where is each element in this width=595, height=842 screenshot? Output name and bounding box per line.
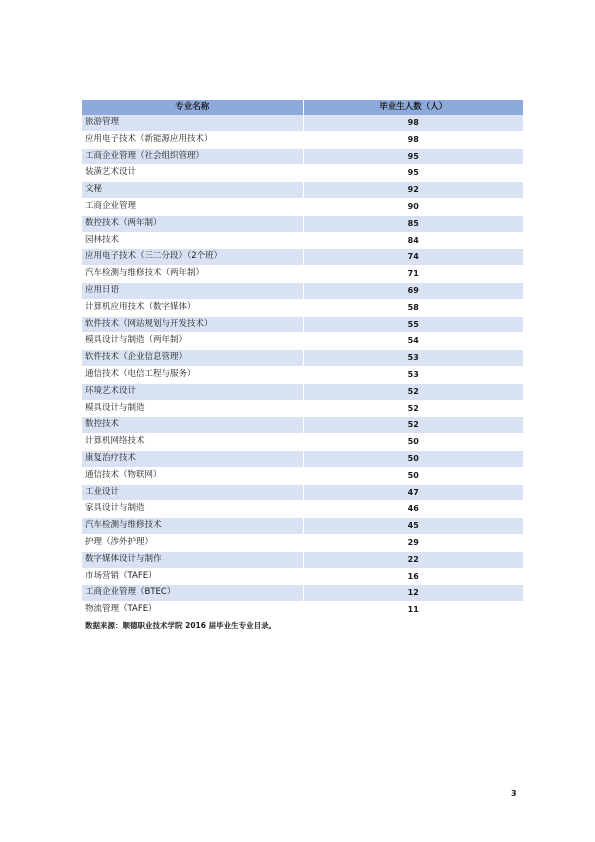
major-name-cell: 软件技术（企业信息管理） bbox=[82, 350, 303, 367]
major-name-cell: 护理（涉外护理） bbox=[82, 534, 303, 551]
graduates-count-cell: 52 bbox=[303, 400, 523, 417]
major-name-cell: 数控技术 bbox=[82, 417, 303, 434]
table-row bbox=[82, 434, 523, 451]
graduates-count-cell: 71 bbox=[303, 266, 523, 283]
table-row bbox=[82, 501, 523, 518]
major-name-cell: 市场营销（TAFE） bbox=[82, 568, 303, 585]
table-row bbox=[82, 299, 523, 316]
major-name-cell: 软件技术（网站规划与开发技术） bbox=[82, 316, 303, 333]
table-row bbox=[82, 534, 523, 551]
major-name-cell: 工商企业管理 bbox=[82, 198, 303, 215]
table-row bbox=[82, 585, 523, 602]
graduates-count-cell: 29 bbox=[303, 534, 523, 551]
major-name-cell: 康复治疗技术 bbox=[82, 450, 303, 467]
major-name-cell: 汽车检测与维修技术 bbox=[82, 518, 303, 535]
graduates-count-cell: 58 bbox=[303, 299, 523, 316]
graduates-count-cell: 52 bbox=[303, 417, 523, 434]
table-row bbox=[82, 182, 523, 199]
graduates-count-cell: 54 bbox=[303, 333, 523, 350]
graduates-count-cell: 55 bbox=[303, 316, 523, 333]
graduates-by-major-table bbox=[82, 100, 523, 619]
major-name-cell: 文秘 bbox=[82, 182, 303, 199]
column-header-graduates: 毕业生人数（人） bbox=[303, 100, 523, 115]
graduates-count-cell: 74 bbox=[303, 249, 523, 266]
major-name-cell: 家具设计与制造 bbox=[82, 501, 303, 518]
table-row bbox=[82, 115, 523, 131]
major-name-cell: 数控技术（两年制） bbox=[82, 215, 303, 232]
graduates-count-cell: 92 bbox=[303, 182, 523, 199]
graduates-count-cell: 52 bbox=[303, 383, 523, 400]
table-row bbox=[82, 198, 523, 215]
major-name-cell: 应用日语 bbox=[82, 282, 303, 299]
table-row bbox=[82, 131, 523, 148]
major-name-cell: 工商企业管理（BTEC） bbox=[82, 585, 303, 602]
table-row bbox=[82, 484, 523, 501]
major-name-cell: 工商企业管理（社会组织管理） bbox=[82, 148, 303, 165]
graduates-count-cell: 90 bbox=[303, 198, 523, 215]
major-name-cell: 装潢艺术设计 bbox=[82, 165, 303, 182]
table-row bbox=[82, 383, 523, 400]
major-name-cell: 计算机应用技术（数字媒体） bbox=[82, 299, 303, 316]
major-name-cell: 模具设计与制造 bbox=[82, 400, 303, 417]
table-row bbox=[82, 165, 523, 182]
source-note: 数据来源：顺德职业技术学院 2016 届毕业生专业目录。 bbox=[85, 621, 277, 630]
major-name-cell: 园林技术 bbox=[82, 232, 303, 249]
graduates-count-cell: 53 bbox=[303, 350, 523, 367]
graduates-count-cell: 95 bbox=[303, 148, 523, 165]
major-name-cell: 数字媒体设计与制作 bbox=[82, 551, 303, 568]
graduates-count-cell: 22 bbox=[303, 551, 523, 568]
table-row bbox=[82, 148, 523, 165]
graduates-count-cell: 45 bbox=[303, 518, 523, 535]
major-name-cell: 模具设计与制造（两年制） bbox=[82, 333, 303, 350]
table-row bbox=[82, 450, 523, 467]
graduates-count-cell: 47 bbox=[303, 484, 523, 501]
table-row bbox=[82, 333, 523, 350]
graduates-count-cell: 46 bbox=[303, 501, 523, 518]
table-row bbox=[82, 602, 523, 619]
table-row bbox=[82, 316, 523, 333]
column-header-major: 专业名称 bbox=[82, 100, 303, 115]
table-row bbox=[82, 366, 523, 383]
major-name-cell: 通信技术（电信工程与服务） bbox=[82, 366, 303, 383]
table-row bbox=[82, 467, 523, 484]
graduates-count-cell: 12 bbox=[303, 585, 523, 602]
graduates-count-cell: 95 bbox=[303, 165, 523, 182]
table-row bbox=[82, 282, 523, 299]
graduates-count-cell: 98 bbox=[303, 131, 523, 148]
page-number: 3 bbox=[511, 789, 517, 798]
table-row bbox=[82, 215, 523, 232]
table-row bbox=[82, 518, 523, 535]
table-row bbox=[82, 568, 523, 585]
table-body bbox=[82, 115, 523, 618]
major-name-cell: 应用电子技术（新能源应用技术） bbox=[82, 131, 303, 148]
table-row bbox=[82, 551, 523, 568]
graduates-count-cell: 98 bbox=[303, 115, 523, 131]
table-row bbox=[82, 266, 523, 283]
table-row bbox=[82, 350, 523, 367]
graduates-count-cell: 50 bbox=[303, 450, 523, 467]
major-name-cell: 计算机网络技术 bbox=[82, 434, 303, 451]
graduates-count-cell: 11 bbox=[303, 602, 523, 619]
graduates-count-cell: 16 bbox=[303, 568, 523, 585]
major-name-cell: 旅游管理 bbox=[82, 115, 303, 131]
graduates-count-cell: 69 bbox=[303, 282, 523, 299]
graduates-count-cell: 50 bbox=[303, 467, 523, 484]
major-name-cell: 通信技术（物联网） bbox=[82, 467, 303, 484]
graduates-count-cell: 85 bbox=[303, 215, 523, 232]
graduates-count-cell: 53 bbox=[303, 366, 523, 383]
major-name-cell: 环境艺术设计 bbox=[82, 383, 303, 400]
major-name-cell: 物流管理（TAFE） bbox=[82, 602, 303, 619]
table-row bbox=[82, 232, 523, 249]
table-header-row bbox=[82, 100, 523, 115]
major-name-cell: 应用电子技术（三二分段）（2个班） bbox=[82, 249, 303, 266]
major-name-cell: 汽车检测与维修技术（两年制） bbox=[82, 266, 303, 283]
table-row bbox=[82, 249, 523, 266]
major-name-cell: 工业设计 bbox=[82, 484, 303, 501]
table-row bbox=[82, 400, 523, 417]
graduates-count-cell: 84 bbox=[303, 232, 523, 249]
graduates-count-cell: 50 bbox=[303, 434, 523, 451]
table-row bbox=[82, 417, 523, 434]
